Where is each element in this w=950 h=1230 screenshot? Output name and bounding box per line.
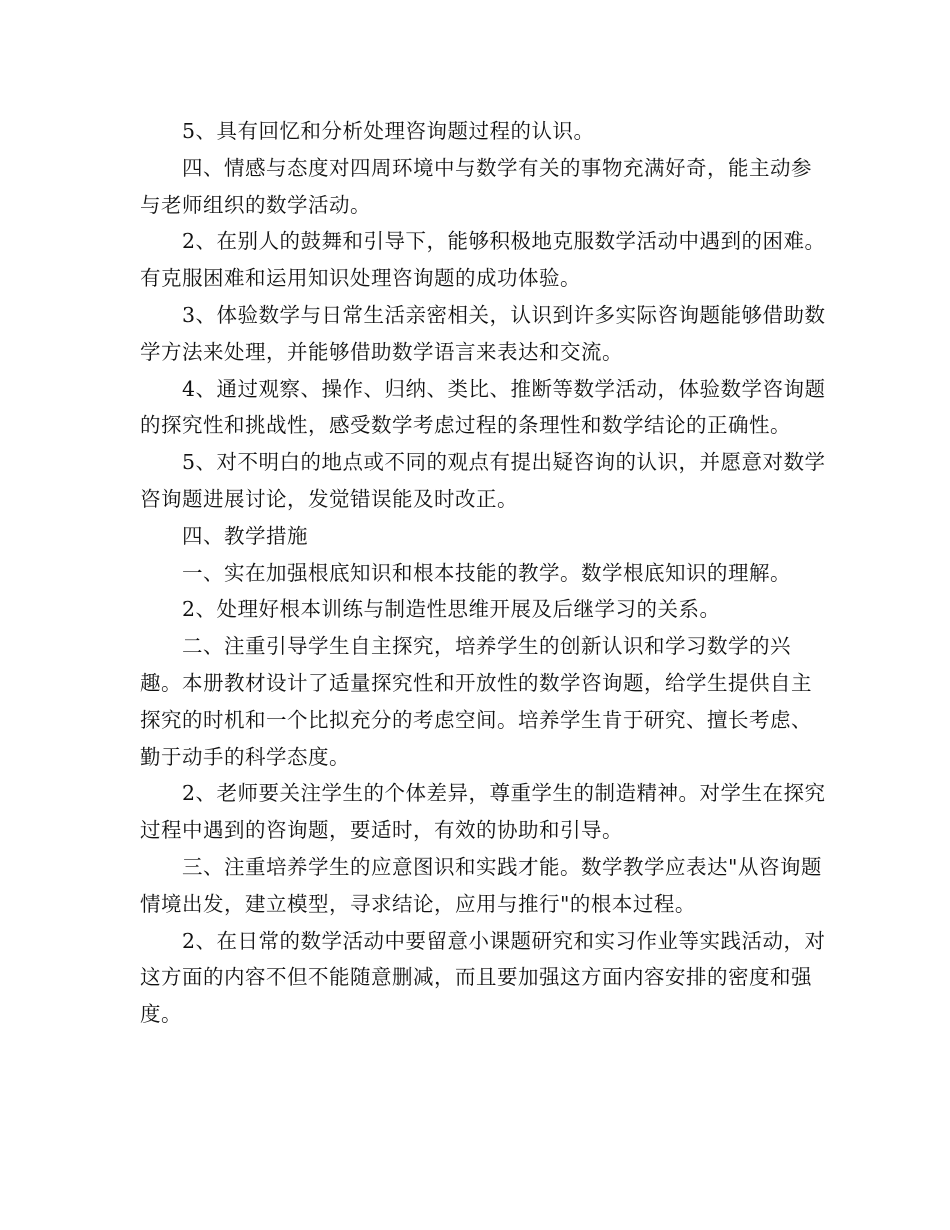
document-body bbox=[140, 113, 830, 1033]
paragraph-application-practice: 三、注重培养学生的应意图识和实践才能。数学教学应表达"从咨询题情境出发，建立模型，寻求结论，应用与推行"的根本过程。 bbox=[140, 854, 822, 916]
paragraph-reflection-awareness: 5、具有回忆和分析处理咨询题过程的认识。 bbox=[182, 119, 595, 143]
paragraph-self-exploration: 二、注重引导学生自主探究，培养学生的创新认识和学习数学的兴趣。本册教材设计了适量探究性和开放性的数学咨询题，给学生提供自主探究的时机和一个比拟充分的考虑空间。培养学生肯于研究、擅长考虑、勤于动手的科学态度。 bbox=[140, 634, 812, 769]
paragraph-basic-training: 2、处理好根本训练与制造性思维开展及后继学习的关系。 bbox=[182, 597, 721, 622]
paragraph-overcome-difficulty: 2、在别人的鼓舞和引导下，能够积极地克服数学活动中遇到的困难。有克服困难和运用知识处理咨询题的成功体验。 bbox=[140, 229, 826, 291]
paragraph-basic-knowledge: 一、实在加强根底知识和根本技能的教学。数学根底知识的理解。 bbox=[182, 560, 791, 585]
section-heading-teaching-measures: 四、教学措施 bbox=[182, 523, 308, 548]
paragraph-math-daily-life: 3、体验数学与日常生活亲密相关，认识到许多实际咨询题能够借助数学方法来处理，并能够借助数学语言来表达和交流。 bbox=[140, 302, 826, 364]
paragraph-math-activities: 4、通过观察、操作、归纳、类比、推断等数学活动，体验数学咨询题的探究性和挑战性，感受数学考虑过程的条理性和数学结论的正确性。 bbox=[140, 376, 826, 438]
paragraph-individual-differences: 2、老师要关注学生的个体差异，尊重学生的制造精神。对学生在探究过程中遇到的咨询题，要适时，有效的协助和引导。 bbox=[140, 781, 826, 843]
paragraph-questioning: 5、对不明白的地点或不同的观点有提出疑咨询的认识，并愿意对数学咨询题进展讨论，发觉错误能及时改正。 bbox=[140, 450, 826, 511]
paragraph-practical-activities: 2、在日常的数学活动中要留意小课题研究和实习作业等实践活动，对这方面的内容不但不能随意删减，而且要加强这方面内容安排的密度和强度。 bbox=[140, 928, 826, 1027]
paragraph-emotion-attitude: 四、情感与态度对四周环境中与数学有关的事物充满好奇，能主动参与老师组织的数学活动。 bbox=[140, 155, 812, 217]
